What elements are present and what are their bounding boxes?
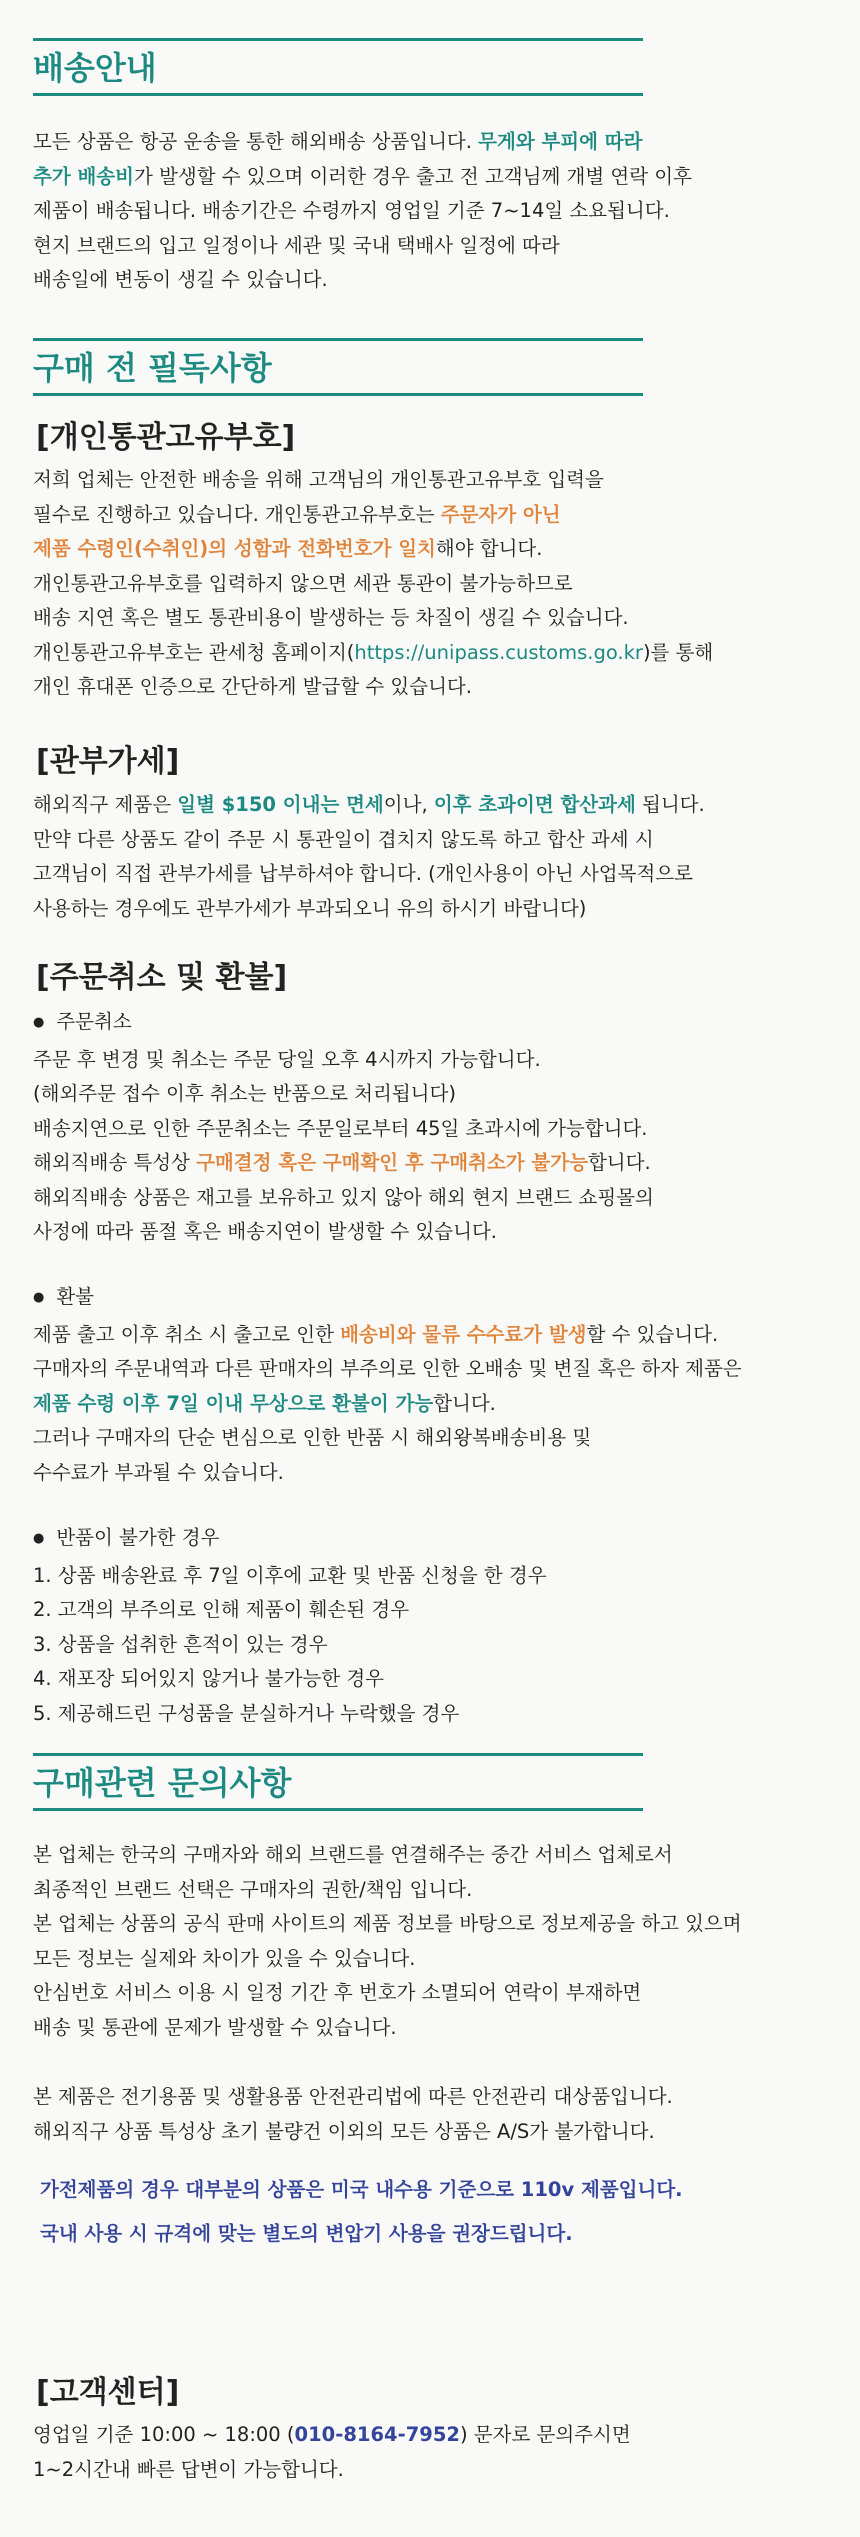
highlight-text: 제품 수령 이후 7일 이내 무상으로 환불이 가능 <box>33 1391 434 1415</box>
shipping-line: 제품이 배송됩니다. 배송기간은 수령까지 영업일 기준 7~14일 소요됩니다. <box>33 199 670 222</box>
text-line: 배송 및 통관에 문제가 발생할 수 있습니다. <box>33 2015 397 2039</box>
divider <box>33 93 643 96</box>
shipping-highlight: 추가 배송비 <box>33 164 134 188</box>
highlight-text: 구매결정 혹은 구매확인 후 구매취소가 불가능 <box>196 1151 588 1174</box>
divider <box>33 1808 643 1811</box>
text-line: 개인통관고유부호를 입력하지 않으면 세관 통관이 불가능하므로 <box>33 571 573 595</box>
bullet-refund: ● 환불 <box>33 1280 833 1318</box>
text-line: 본 제품은 전기용품 및 생활용품 안전관리법에 따른 안전관리 대상품입니다. <box>33 2085 673 2108</box>
text-line: 개인통관고유부호는 관세청 홈페이지( <box>33 640 355 664</box>
cancel-body <box>33 1005 833 1250</box>
list-item: 4. 재포장 되어있지 않거나 불가능한 경우 <box>33 1667 384 1690</box>
text-line: 해외직구 상품 특성상 초기 불량건 이외의 모든 상품은 A/S가 불가합니다. <box>33 2119 655 2143</box>
divider <box>33 1753 643 1756</box>
text-line: 필수로 진행하고 있습니다. 개인통관고유부호는 <box>33 502 441 526</box>
notice-line: 가전제품의 경우 대부분의 상품은 미국 내수용 기준으로 110v 제품입니다. <box>40 2178 683 2201</box>
text-line: 제품 출고 이후 취소 시 출고로 인한 <box>33 1322 341 1346</box>
bullet-cancel: ● 주문취소 <box>33 1005 833 1043</box>
shipping-line: 배송일에 변동이 생길 수 있습니다. <box>33 268 328 291</box>
text-line: 본 업체는 한국의 구매자와 해외 브랜드를 연결해주는 중간 서비스 업체로서 <box>33 1843 673 1866</box>
highlight-text: 일별 $150 이내는 면세 <box>177 793 384 816</box>
highlight-text: 제품 수령인(수취인)의 성함과 전화번호가 일치 <box>33 537 436 560</box>
text-line: (해외주문 접수 이후 취소는 반품으로 처리됩니다) <box>33 1082 456 1105</box>
text-line: 해외직배송 특성상 <box>33 1151 197 1174</box>
text-line: 1~2시간내 빠른 답변이 가능합니다. <box>33 2457 344 2481</box>
shipping-line: 가 발생할 수 있으며 이러한 경우 출고 전 고객님께 개별 연락 이후 <box>133 164 692 188</box>
subtitle-duties: [관부가세] <box>36 744 180 779</box>
text-line: 사용하는 경우에도 관부가세가 부과되오니 유의 하시기 바랍니다) <box>33 896 587 920</box>
text-line: 그러나 구매자의 단순 변심으로 인한 반품 시 해외왕복배송비용 및 <box>33 1426 592 1449</box>
list-item: 5. 제공해드린 구성품을 분실하거나 누락했을 경우 <box>33 1701 460 1725</box>
text-line: 해외직구 제품은 <box>33 793 178 816</box>
text-line: 최종적인 브랜드 선택은 구매자의 권한/책임 입니다. <box>33 1877 473 1901</box>
shipping-highlight: 무게와 부피에 따라 <box>478 130 643 153</box>
text-line: ) 문자로 문의주시면 <box>459 2423 631 2446</box>
subtitle-customs-code: [개인통관고유부호] <box>36 420 296 455</box>
bullet-no-return: ● 반품이 불가한 경우 <box>33 1521 833 1559</box>
phone-number[interactable]: 010-8164-7952 <box>294 2423 460 2446</box>
precautions-header <box>33 338 643 396</box>
text-line: 합니다. <box>587 1151 651 1174</box>
list-item: 2. 고객의 부주의로 인해 제품이 훼손된 경우 <box>33 1598 410 1621</box>
inquiry-body-2 <box>33 2080 833 2149</box>
section-title-inquiry: 구매관련 문의사항 <box>33 1764 292 1802</box>
text-line: 개인 휴대폰 인증으로 간단하게 발급할 수 있습니다. <box>33 675 472 698</box>
highlight-text: 배송비와 물류 수수료가 발생 <box>340 1322 587 1346</box>
text-line: 구매자의 주문내역과 다른 판매자의 부주의로 인한 오배송 및 변질 혹은 하자 제품은 <box>33 1357 742 1380</box>
duties-body <box>33 788 833 926</box>
text-line: 사정에 따라 품절 혹은 배송지연이 발생할 수 있습니다. <box>33 1220 498 1243</box>
shipping-line: 현지 브랜드의 입고 일정이나 세관 및 국내 택배사 일정에 따라 <box>33 233 560 257</box>
list-item: 3. 상품을 섭취한 흔적이 있는 경우 <box>33 1632 328 1656</box>
divider <box>33 338 643 341</box>
section-title-shipping: 배송안내 <box>33 49 157 87</box>
divider <box>33 393 643 396</box>
text-line: 안심번호 서비스 이용 시 일정 기간 후 번호가 소멸되어 연락이 부재하면 <box>33 1981 642 2004</box>
text-line: 배송지연으로 인한 주문취소는 주문일로부터 45일 초과시에 가능합니다. <box>33 1116 648 1140</box>
text-line: 합니다. <box>433 1391 496 1415</box>
shipping-header <box>33 38 643 96</box>
text-line: 해야 합니다. <box>435 537 543 560</box>
text-line: 고객님이 직접 관부가세를 납부하셔야 합니다. (개인사용이 아닌 사업목적으로 <box>33 862 693 885</box>
appliance-notice <box>40 2168 683 2256</box>
text-line: 영업일 기준 10:00 ~ 18:00 ( <box>33 2423 295 2446</box>
text-line: 저희 업체는 안전한 배송을 위해 고객님의 개인통관고유부호 입력을 <box>33 468 604 491</box>
text-line: 모든 정보는 실제와 차이가 있을 수 있습니다. <box>33 1946 416 1970</box>
text-line: 본 업체는 상품의 공식 판매 사이트의 제품 정보를 바탕으로 정보제공을 하고 있으며 <box>33 1912 742 1935</box>
subtitle-customer-center: [고객센터] <box>36 2375 180 2410</box>
customer-center-body <box>33 2418 833 2487</box>
customs-code-body <box>33 463 833 705</box>
section-title-precautions: 구매 전 필독사항 <box>33 349 272 387</box>
divider <box>33 38 643 41</box>
text-line: 배송 지연 혹은 별도 통관비용이 발생하는 등 차질이 생길 수 있습니다. <box>33 606 629 629</box>
highlight-text: 주문자가 아닌 <box>440 502 561 526</box>
text-line: 만약 다른 상품도 같이 주문 시 통관일이 겹치지 않도록 하고 합산 과세 시 <box>33 827 654 851</box>
list-item: 1. 상품 배송완료 후 7일 이후에 교환 및 반품 신청을 한 경우 <box>33 1563 547 1587</box>
text-line: 할 수 있습니다. <box>586 1322 719 1346</box>
shipping-body <box>33 125 833 298</box>
subtitle-cancel-refund: [주문취소 및 환불] <box>36 960 288 995</box>
text-line: )를 통해 <box>642 640 714 664</box>
text-line: 주문 후 변경 및 취소는 주문 당일 오후 4시까지 가능합니다. <box>33 1047 541 1071</box>
text-line: 됩니다. <box>635 793 705 816</box>
highlight-text: 이후 초과이면 합산과세 <box>433 793 636 816</box>
refund-body <box>33 1280 833 1490</box>
inquiry-body <box>33 1838 833 2045</box>
no-return-body <box>33 1521 833 1731</box>
text-line: 이나, <box>383 793 434 816</box>
notice-line: 국내 사용 시 규격에 맞는 별도의 변압기 사용을 권장드립니다. <box>40 2222 573 2245</box>
shipping-line: 모든 상품은 항공 운송을 통한 해외배송 상품입니다. <box>33 130 479 153</box>
text-line: 해외직배송 상품은 재고를 보유하고 있지 않아 해외 현지 브랜드 쇼핑몰의 <box>33 1185 654 1209</box>
text-line: 수수료가 부과될 수 있습니다. <box>33 1460 284 1484</box>
customs-link[interactable]: https://unipass.customs.go.kr <box>354 640 643 664</box>
inquiry-header <box>33 1753 643 1811</box>
